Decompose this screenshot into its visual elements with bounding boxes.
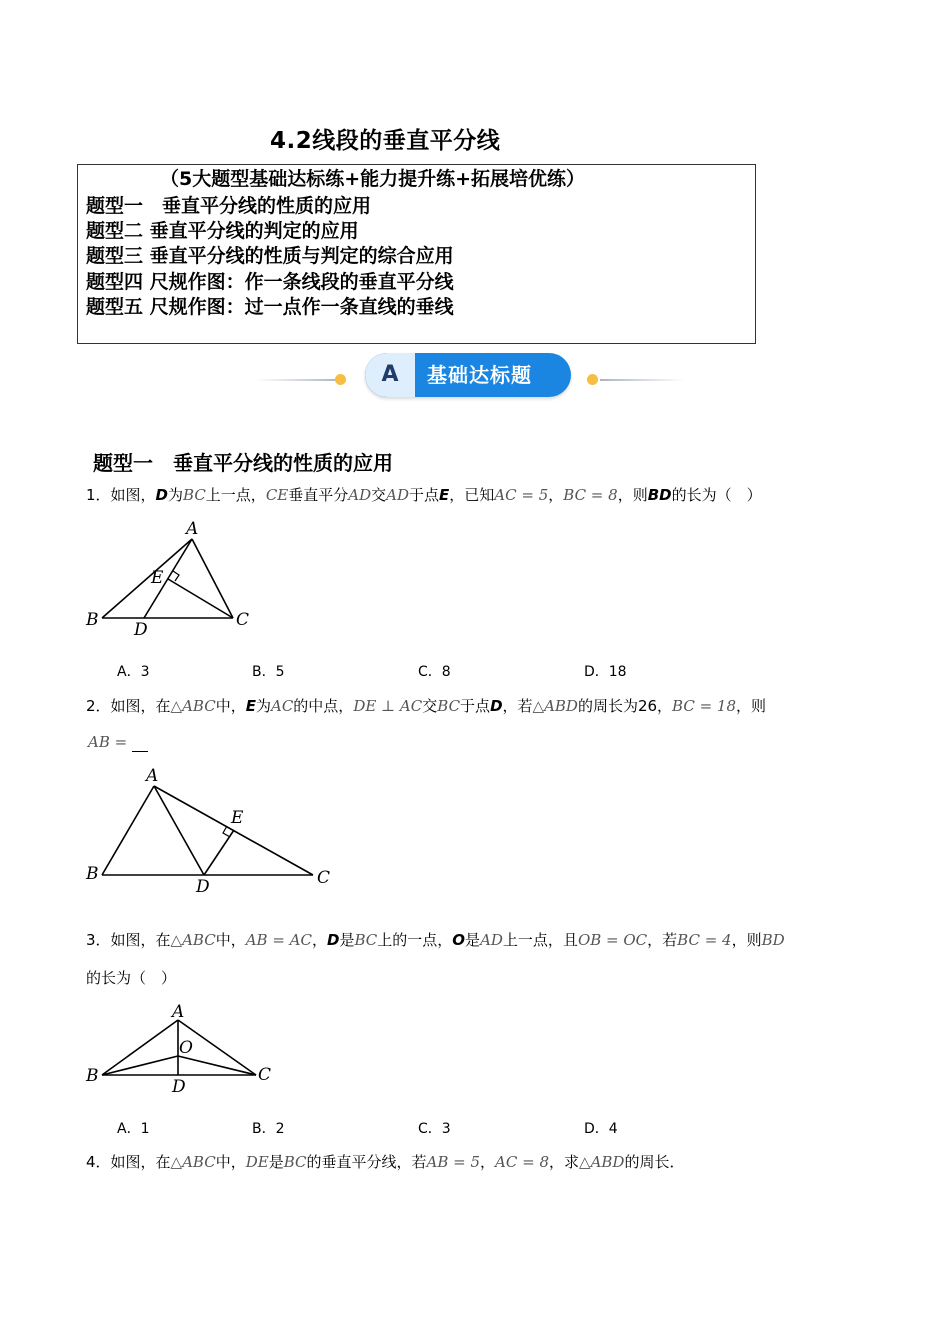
q3-text: 上一点，且	[502, 931, 578, 949]
q3-label-d: D	[172, 1077, 186, 1097]
q1-choice-a[interactable]: A．3	[117, 664, 150, 680]
section-heading: 题型一 垂直平分线的性质的应用	[93, 451, 393, 475]
outline-subtitle: （5大题型基础达标练+能力提升练+拓展培优练）	[160, 168, 586, 190]
q1-math-ad: AD	[348, 486, 372, 504]
q3-math-ob-oc: OB = OC	[577, 931, 648, 949]
q2-math-bc18: BC = 18	[672, 697, 737, 715]
banner-line-right	[600, 379, 685, 381]
q3-choice-b[interactable]: B．2	[252, 1121, 285, 1137]
q4-text: 中，	[215, 1153, 246, 1171]
q3-label-b: B	[86, 1066, 99, 1086]
q1-side-ab	[102, 539, 192, 618]
q1-math-bc: BC	[183, 486, 206, 504]
q1-var-e: E	[439, 486, 450, 504]
q3-math-bc4: BC = 4	[677, 931, 732, 949]
q2-text: 的中点，	[293, 697, 354, 715]
q2-math-perp: DE ⊥ AC	[353, 697, 423, 715]
q1-label-e: E	[151, 568, 164, 588]
outline-item-4: 题型四 尺规作图：作一条线段的垂直平分线	[86, 271, 454, 293]
q2-text: ，则	[736, 697, 767, 715]
question-3	[86, 930, 785, 950]
q3-math-ab-ac: AB = AC	[245, 931, 312, 949]
q1-text: 1．如图，	[86, 486, 156, 504]
q1-math-ac: AC = 5	[494, 486, 549, 504]
q3-var-d: D	[327, 931, 340, 949]
section-banner	[255, 350, 685, 398]
q1-text: 垂直平分	[288, 486, 349, 504]
q1-text: ，	[548, 486, 564, 504]
q2-math-triangle: △ABC	[170, 697, 216, 715]
q1-math-ce: CE	[265, 486, 289, 504]
q1-math-ad: AD	[386, 486, 409, 504]
outline-item-3: 题型三 垂直平分线的性质与判定的综合应用	[86, 245, 454, 267]
banner-letter: A	[365, 353, 415, 397]
q4-text: 的垂直平分线，若	[306, 1153, 427, 1171]
q1-choice-c[interactable]: C．8	[418, 664, 451, 680]
q4-math-bc: BC	[283, 1153, 307, 1171]
q2-side-ab	[102, 786, 154, 875]
q1-math-bc8: BC = 8	[563, 486, 618, 504]
banner-text: 基础达标题	[427, 363, 532, 387]
q4-math-tri-abd: △ABD	[579, 1153, 625, 1171]
q3-choice-c[interactable]: C．3	[418, 1121, 451, 1137]
page-title: 4.2线段的垂直平分线	[270, 128, 501, 154]
q3-choice-a[interactable]: A．1	[117, 1121, 150, 1137]
q3-text: 是	[465, 931, 481, 949]
q3-label-o: O	[179, 1038, 193, 1058]
q1-text: ，已知	[449, 486, 495, 504]
banner-pill	[365, 353, 571, 397]
q3-text: ，则	[731, 931, 762, 949]
q4-math-ab5: AB = 5	[426, 1153, 481, 1171]
q1-choice-b[interactable]: B．5	[252, 664, 285, 680]
q3-text: ，	[312, 931, 328, 949]
q3-text: ，若	[647, 931, 678, 949]
question-2	[86, 696, 766, 716]
q3-segment-ob	[102, 1056, 178, 1075]
q2-text: 于点	[460, 697, 491, 715]
q2-math-bc: BC	[437, 697, 461, 715]
q4-text: 是	[268, 1153, 284, 1171]
q1-text: 交	[371, 486, 387, 504]
q2-text: ，若	[502, 697, 533, 715]
q4-text: 的周长．	[624, 1153, 685, 1171]
banner-dot-left	[335, 374, 346, 385]
question-1	[86, 485, 762, 505]
q4-math-triangle: △ABC	[170, 1153, 216, 1171]
q1-figure	[80, 515, 260, 645]
q4-text: ，	[480, 1153, 496, 1171]
q2-label-a: A	[146, 766, 159, 786]
outline-item-2: 题型二 垂直平分线的判定的应用	[86, 220, 359, 242]
q2-label-e: E	[231, 808, 244, 828]
banner-dot-right	[587, 374, 598, 385]
q1-choice-d[interactable]: D．18	[584, 664, 627, 680]
q4-text: 4．如图，在	[86, 1153, 171, 1171]
q2-text: 交	[422, 697, 438, 715]
q1-label-c: C	[236, 610, 250, 630]
q3-text: 上的一点，	[377, 931, 453, 949]
q1-label-d: D	[134, 620, 148, 640]
q3-math-bd: BD	[761, 931, 785, 949]
q2-text: 为	[255, 697, 271, 715]
q2-text: 中，	[215, 697, 246, 715]
outline-item-1: 题型一 垂直平分线的性质的应用	[86, 195, 372, 217]
q3-text: 是	[339, 931, 355, 949]
q2-label-d: D	[196, 877, 210, 897]
q1-var-bd: BD	[647, 486, 672, 504]
q1-label-a: A	[186, 519, 199, 539]
q2-text: 2．如图，在	[86, 697, 171, 715]
question-3-line-2: 的长为（ ）	[86, 969, 177, 987]
q2-var-e: E	[245, 697, 256, 715]
q3-figure	[80, 1000, 290, 1100]
q4-math-de: DE	[245, 1153, 269, 1171]
outline-item-5: 题型五 尺规作图：过一点作一条直线的垂线	[86, 296, 454, 318]
q2-var-d: D	[490, 697, 503, 715]
q3-var-o: O	[452, 931, 466, 949]
q1-var-d: D	[155, 486, 168, 504]
q1-right-angle	[173, 571, 179, 581]
q3-math-triangle: △ABC	[170, 931, 216, 949]
question-2-line-2	[88, 732, 148, 752]
q4-math-ac8: AC = 8	[495, 1153, 550, 1171]
q1-text: 上一点，	[205, 486, 266, 504]
q2-math-ac: AC	[270, 697, 294, 715]
question-4	[86, 1152, 684, 1172]
q3-math-ad: AD	[480, 931, 503, 949]
q3-label-c: C	[258, 1065, 272, 1085]
q3-math-bc: BC	[354, 931, 378, 949]
q2-text: 的周长为26，	[577, 697, 673, 715]
q2-answer-blank[interactable]	[132, 737, 148, 752]
q3-choice-d[interactable]: D．4	[584, 1121, 618, 1137]
q2-math-tri-abd: △ABD	[532, 697, 578, 715]
q2-math-ab: AB =	[88, 733, 128, 751]
banner-line-left	[255, 379, 340, 381]
q1-label-b: B	[86, 610, 99, 630]
q1-text: ，则	[617, 486, 648, 504]
q2-figure	[80, 765, 340, 900]
q3-side-ab	[102, 1020, 178, 1075]
q1-text: 于点	[409, 486, 440, 504]
q3-text: 3．如图，在	[86, 931, 171, 949]
q3-label-a: A	[172, 1002, 185, 1022]
q3-segment-oc	[178, 1056, 256, 1075]
q2-label-b: B	[86, 864, 99, 884]
q1-text: 的长为（ ）	[671, 486, 762, 504]
q1-text: 为	[168, 486, 184, 504]
q4-text: ，求	[549, 1153, 580, 1171]
q2-label-c: C	[317, 868, 331, 888]
q3-text: 中，	[215, 931, 246, 949]
